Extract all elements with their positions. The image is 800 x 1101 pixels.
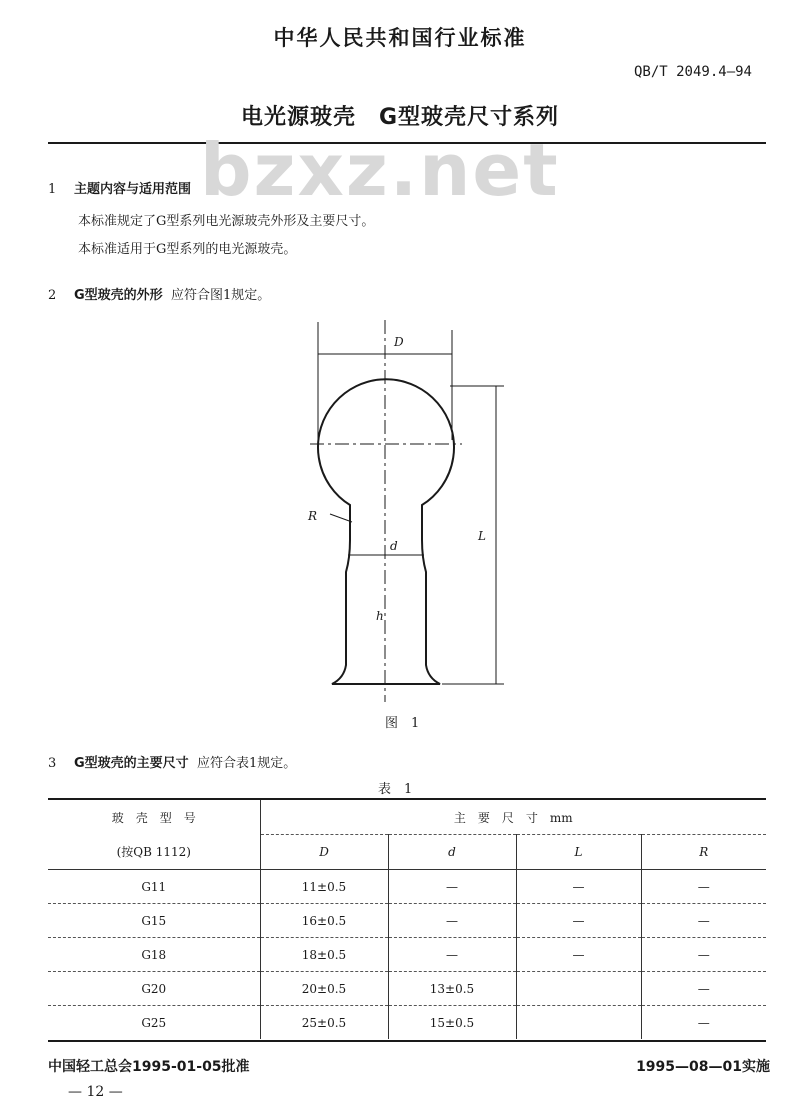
label-d: d <box>390 539 398 553</box>
section-heading: G型玻壳的主要尺寸 <box>74 756 189 771</box>
table-header-row <box>48 800 766 835</box>
cell-d: — <box>388 938 516 972</box>
cell-L <box>516 1006 641 1040</box>
page-number: — 12 — <box>68 1084 123 1100</box>
label-L: L <box>478 529 486 543</box>
dimensions-table <box>48 800 766 1039</box>
table-row <box>48 972 766 1006</box>
watermark: bzxz.net <box>200 128 560 212</box>
column-D: D <box>260 835 388 870</box>
section-2-heading <box>48 284 270 303</box>
cell-d: 15±0.5 <box>388 1006 516 1040</box>
bulb-outline-figure <box>290 310 520 710</box>
cell-R: — <box>641 904 766 938</box>
section-number: 3 <box>48 756 57 771</box>
cell-D: 11±0.5 <box>260 870 388 904</box>
table-bottom-rule <box>48 1040 766 1042</box>
cell-D: 20±0.5 <box>260 972 388 1006</box>
document-title: 电光源玻壳 G型玻壳尺寸系列 <box>240 105 560 130</box>
section-number: 1 <box>48 182 57 197</box>
cell-D: 16±0.5 <box>260 904 388 938</box>
standard-code: QB/T 2049.4—94 <box>633 64 752 80</box>
cell-D: 18±0.5 <box>260 938 388 972</box>
cell-R: — <box>641 1006 766 1040</box>
cell-type: G20 <box>141 981 167 996</box>
section-1-line-1: 本标准规定了G型系列电光源玻壳外形及主要尺寸。 <box>78 214 375 229</box>
r-leader-line <box>330 514 352 522</box>
cell-type: G11 <box>141 879 167 894</box>
table-row <box>48 938 766 972</box>
cell-L: — <box>516 938 641 972</box>
table-caption: 表 1 <box>378 782 413 797</box>
type-column-subheader: (按QB 1112) <box>116 845 191 860</box>
cell-d: — <box>388 904 516 938</box>
table-row <box>48 1006 766 1040</box>
figure-caption: 图 1 <box>385 716 420 731</box>
approval-note: 中国轻工总会1995-01-05批准 <box>48 1059 250 1075</box>
cell-D: 25±0.5 <box>260 1006 388 1040</box>
cell-type: G25 <box>141 1015 167 1030</box>
table-row <box>48 904 766 938</box>
cell-d: 13±0.5 <box>388 972 516 1006</box>
section-number: 2 <box>48 288 57 303</box>
table-subheader-row <box>48 835 766 870</box>
cell-L: — <box>516 870 641 904</box>
cell-R: — <box>641 972 766 1006</box>
section-heading: G型玻壳的外形 <box>74 288 163 303</box>
section-text: 应符合表1规定。 <box>196 756 297 771</box>
dimensions-header: 主 要 尺 寸 mm <box>260 800 766 835</box>
column-R: R <box>641 835 766 870</box>
cell-L <box>516 972 641 1006</box>
section-3-heading <box>48 752 296 771</box>
cell-type: G15 <box>141 913 167 928</box>
type-column-header: 玻 壳 型 号 <box>111 810 196 825</box>
table-row <box>48 870 766 904</box>
section-text: 应符合图1规定。 <box>170 288 271 303</box>
label-h: h <box>376 609 384 623</box>
column-d: d <box>388 835 516 870</box>
cell-type: G18 <box>141 947 167 962</box>
cell-L: — <box>516 904 641 938</box>
section-heading: 主题内容与适用范围 <box>74 182 192 197</box>
standard-category: 中华人民共和国行业标准 <box>273 26 527 50</box>
section-1-line-2: 本标准适用于G型系列的电光源玻壳。 <box>78 242 297 257</box>
cell-d: — <box>388 870 516 904</box>
label-D: D <box>394 335 404 349</box>
column-L: L <box>516 835 641 870</box>
cell-R: — <box>641 938 766 972</box>
label-R: R <box>308 509 318 523</box>
bulb-outline <box>318 379 454 684</box>
effective-date: 1995—08—01实施 <box>636 1059 770 1075</box>
section-1-heading <box>48 178 191 197</box>
cell-R: — <box>641 870 766 904</box>
